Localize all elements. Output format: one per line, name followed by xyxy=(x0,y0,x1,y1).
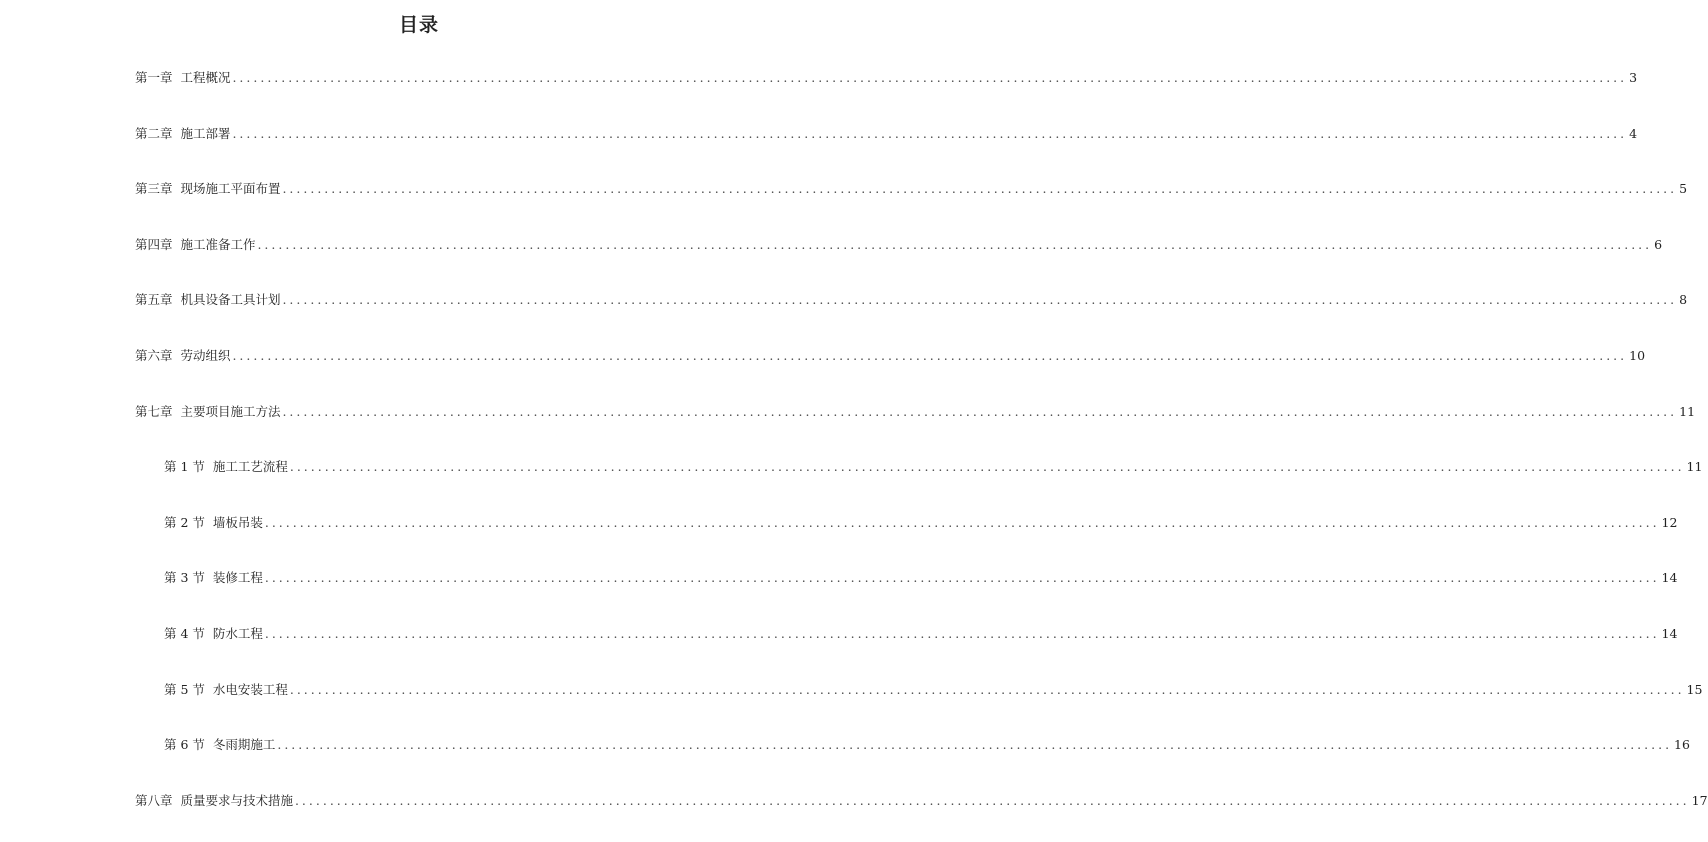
toc-dot-leader: ........................................................................................................................................................................................................ xyxy=(232,348,1628,363)
toc-entry[interactable] xyxy=(164,681,1703,699)
toc-entry-page-number: 10 xyxy=(1629,348,1646,363)
toc-entry-label: 第 5 节 水电安装工程 xyxy=(164,682,288,697)
toc-entry[interactable] xyxy=(164,736,1690,754)
toc-entry[interactable] xyxy=(135,291,1688,309)
toc-entry-label: 第五章 机具设备工具计划 xyxy=(135,292,281,307)
toc-entry[interactable] xyxy=(164,514,1678,532)
toc-entry[interactable] xyxy=(135,180,1688,198)
toc-entry-page-number: 16 xyxy=(1674,737,1690,752)
toc-entry-page-number: 12 xyxy=(1661,515,1678,530)
toc-entry[interactable] xyxy=(135,403,1696,421)
toc-entry[interactable] xyxy=(135,792,1708,810)
toc-entry[interactable] xyxy=(164,569,1678,587)
toc-entry-label: 第四章 施工准备工作 xyxy=(135,237,256,252)
toc-entry[interactable] xyxy=(164,625,1678,643)
toc-entry-label: 第 4 节 防水工程 xyxy=(164,626,263,641)
toc-entry-label: 第三章 现场施工平面布置 xyxy=(135,181,281,196)
toc-entry[interactable] xyxy=(135,347,1646,365)
toc-entry-label: 第 1 节 施工工艺流程 xyxy=(164,459,288,474)
toc-dot-leader: ........................................................................................................................................................................................................ xyxy=(277,737,1673,752)
toc-entry[interactable] xyxy=(135,69,1638,87)
toc-dot-leader: ........................................................................................................................................................................................................ xyxy=(294,793,1690,808)
toc-entry[interactable] xyxy=(135,125,1638,143)
toc-dot-leader: ........................................................................................................................................................................................................ xyxy=(289,459,1685,474)
toc-dot-leader: ........................................................................................................................................................................................................ xyxy=(264,570,1660,585)
toc-dot-leader: ........................................................................................................................................................................................................ xyxy=(264,626,1660,641)
toc-title: 目录 xyxy=(398,14,439,36)
toc-entry-page-number: 3 xyxy=(1629,70,1638,85)
toc-entry-page-number: 14 xyxy=(1661,626,1678,641)
toc-entry-label: 第七章 主要项目施工方法 xyxy=(135,404,281,419)
toc-entry-page-number: 15 xyxy=(1686,682,1703,697)
toc-entry-page-number: 14 xyxy=(1661,570,1678,585)
toc-dot-leader: ........................................................................................................................................................................................................ xyxy=(264,515,1660,530)
toc-entry-page-number: 11 xyxy=(1679,404,1696,419)
toc-entry-label: 第 6 节 冬雨期施工 xyxy=(164,737,276,752)
toc-dot-leader: ........................................................................................................................................................................................................ xyxy=(282,292,1678,307)
toc-entry-label: 第一章 工程概况 xyxy=(135,70,231,85)
toc-dot-leader: ........................................................................................................................................................................................................ xyxy=(232,126,1628,141)
toc-entry-label: 第八章 质量要求与技术措施 xyxy=(135,793,293,808)
toc-entry-page-number: 11 xyxy=(1686,459,1703,474)
toc-entry-page-number: 8 xyxy=(1679,292,1688,307)
toc-dot-leader: ........................................................................................................................................................................................................ xyxy=(282,181,1678,196)
toc-dot-leader: ........................................................................................................................................................................................................ xyxy=(282,404,1678,419)
toc-entry-label: 第二章 施工部署 xyxy=(135,126,231,141)
toc-entry-page-number: 6 xyxy=(1654,237,1663,252)
toc-entry-page-number: 17 xyxy=(1691,793,1708,808)
toc-dot-leader: ........................................................................................................................................................................................................ xyxy=(232,70,1628,85)
toc-entry-label: 第 3 节 装修工程 xyxy=(164,570,263,585)
toc-entry[interactable] xyxy=(135,236,1663,254)
toc-entry[interactable] xyxy=(164,458,1703,476)
toc-dot-leader: ........................................................................................................................................................................................................ xyxy=(257,237,1653,252)
toc-entry-page-number: 5 xyxy=(1679,181,1688,196)
toc-entry-label: 第 2 节 墙板吊装 xyxy=(164,515,263,530)
toc-entry-label: 第六章 劳动组织 xyxy=(135,348,231,363)
toc-entry-page-number: 4 xyxy=(1629,126,1638,141)
toc-dot-leader: ........................................................................................................................................................................................................ xyxy=(289,682,1685,697)
